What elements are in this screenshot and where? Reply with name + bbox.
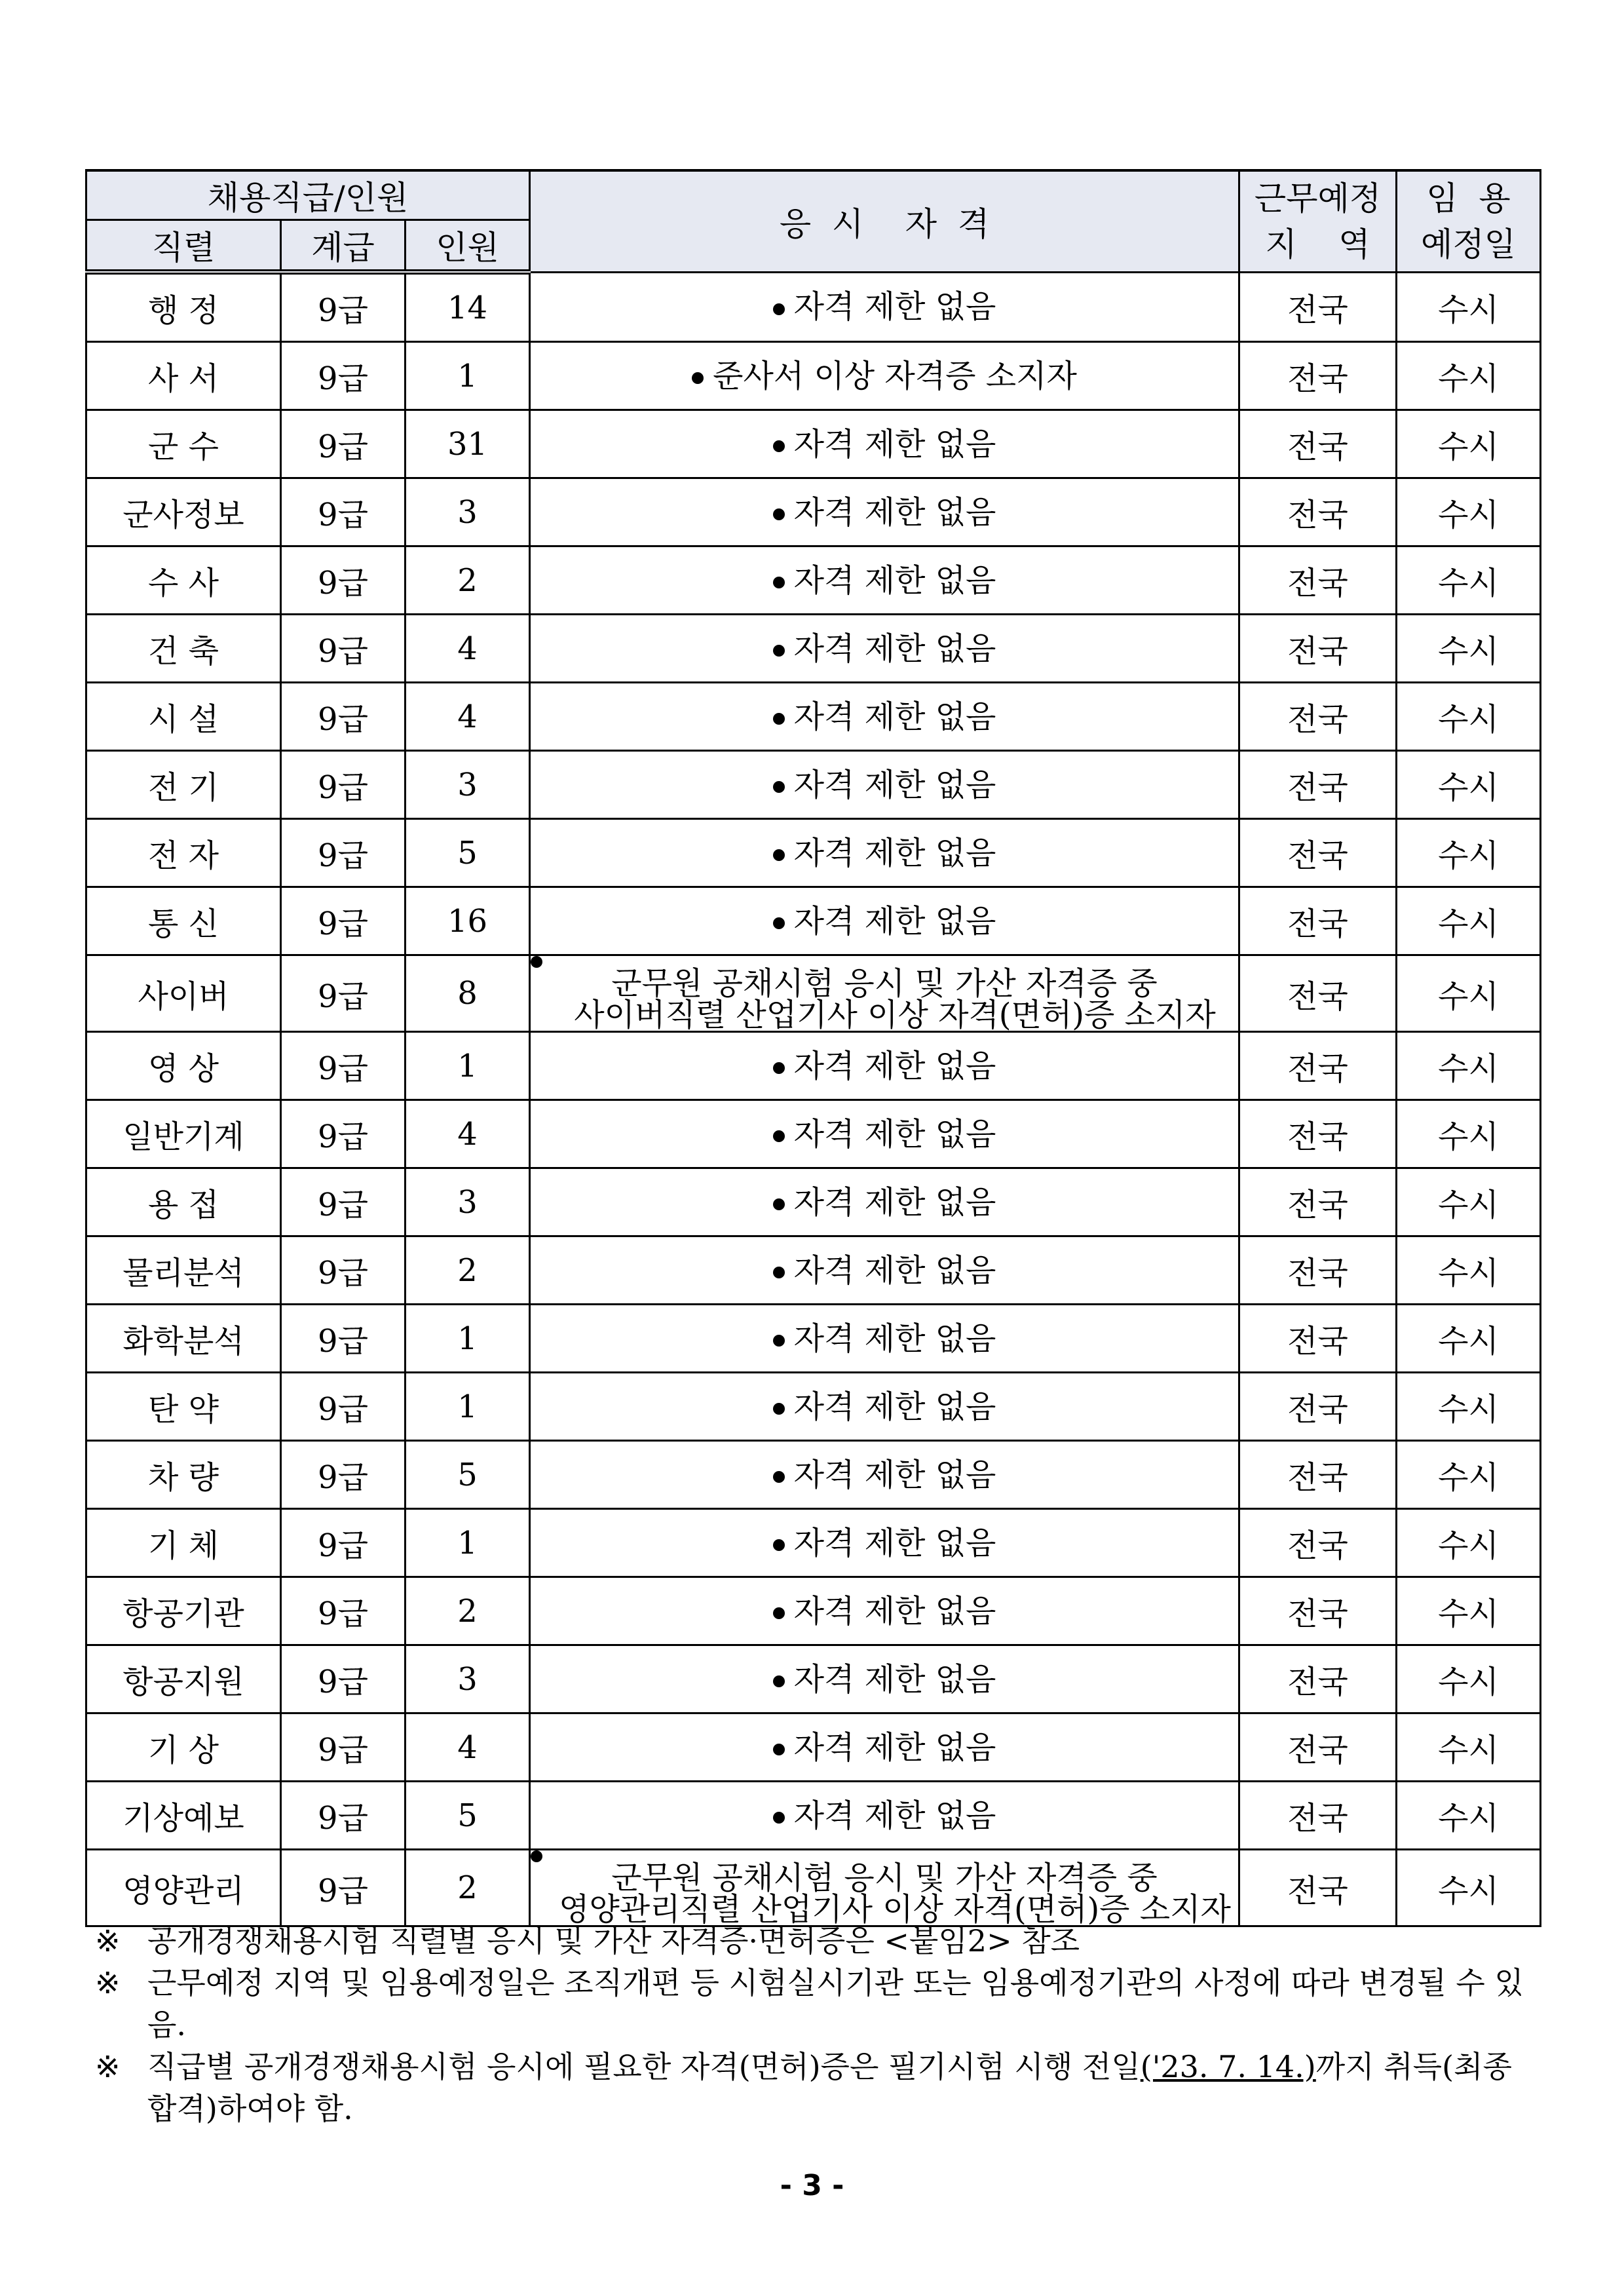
cell-region: 전국: [1239, 751, 1397, 819]
cell-qualification: [530, 1032, 1239, 1100]
bullet-icon: [773, 1539, 785, 1551]
bullet-icon: [773, 440, 785, 452]
cell-grade: 9급: [281, 410, 406, 478]
qualification-text: 자격 제한 없음: [793, 834, 996, 871]
cell-grade: 9급: [281, 1509, 406, 1577]
table-row: [86, 546, 1541, 615]
bullet-icon: [773, 1403, 785, 1415]
cell-region: 전국: [1239, 1373, 1397, 1441]
note-mark: ※: [95, 1965, 121, 2000]
cell-qualification: [530, 683, 1239, 751]
note-3-pre: 직급별 공개경쟁채용시험 응시에 필요한 자격(면허)증은 필기시험 시행 전일: [147, 2049, 1141, 2084]
cell-grade: 9급: [281, 1373, 406, 1441]
bullet-icon: [692, 372, 704, 384]
qualification-text: 사이버직렬 산업기사 이상 자격(면허)증 소지자: [574, 997, 1216, 1033]
cell-count: 5: [406, 819, 530, 887]
recruitment-table: [85, 169, 1541, 1927]
bullet-icon: [773, 1062, 785, 1074]
bullet-icon: [773, 1198, 785, 1210]
cell-job: 용 접: [86, 1168, 281, 1236]
qualification-text: 자격 제한 없음: [793, 1388, 996, 1425]
qualification-text: 자격 제한 없음: [793, 1320, 996, 1357]
cell-count: 2: [406, 1577, 530, 1645]
cell-job: 기 체: [86, 1509, 281, 1577]
cell-grade: 9급: [281, 1100, 406, 1168]
qualification-text: 자격 제한 없음: [793, 1047, 996, 1084]
cell-job: 일반기계: [86, 1100, 281, 1168]
cell-qualification: [530, 410, 1239, 478]
page-number: - 3 -: [780, 2169, 844, 2202]
cell-job: 사 서: [86, 342, 281, 410]
cell-job: 수 사: [86, 546, 281, 615]
cell-job: 차 량: [86, 1441, 281, 1509]
cell-date: 수시: [1397, 1373, 1541, 1441]
cell-count: 2: [406, 1850, 530, 1926]
note-3-date: ('23. 7. 14.): [1140, 2049, 1316, 2084]
cell-count: 1: [406, 1305, 530, 1373]
qualification-line: [531, 1850, 1238, 1894]
cell-region: 전국: [1239, 683, 1397, 751]
cell-grade: 9급: [281, 1168, 406, 1236]
cell-grade: 9급: [281, 887, 406, 955]
table-row: [86, 272, 1541, 342]
table-row: [86, 887, 1541, 955]
cell-job: 기 상: [86, 1713, 281, 1782]
cell-region: 전국: [1239, 1168, 1397, 1236]
cell-count: 4: [406, 1100, 530, 1168]
qualification-text: 자격 제한 없음: [793, 288, 996, 326]
qualification-text: 자격 제한 없음: [793, 493, 996, 531]
bullet-icon: [773, 1130, 785, 1142]
cell-count: 31: [406, 410, 530, 478]
qualification-text: 준사서 이상 자격증 소지자: [713, 357, 1077, 394]
cell-grade: 9급: [281, 683, 406, 751]
cell-region: 전국: [1239, 1782, 1397, 1850]
cell-date: 수시: [1397, 683, 1541, 751]
qualification-text: 자격 제한 없음: [793, 1797, 996, 1834]
cell-job: 기상예보: [86, 1782, 281, 1850]
note-3: [95, 2046, 1536, 2130]
qualification-text: 자격 제한 없음: [793, 630, 996, 667]
cell-job: 항공지원: [86, 1645, 281, 1713]
table-row: [86, 751, 1541, 819]
table-row: [86, 1509, 1541, 1577]
bullet-icon: [773, 645, 785, 657]
cell-count: 1: [406, 342, 530, 410]
qualification-text: 자격 제한 없음: [793, 902, 996, 940]
cell-region: 전국: [1239, 1305, 1397, 1373]
cell-date: 수시: [1397, 1032, 1541, 1100]
cell-count: 3: [406, 1168, 530, 1236]
cell-date: 수시: [1397, 546, 1541, 615]
qualification-text: 자격 제한 없음: [793, 1524, 996, 1561]
header-group: 채용직급/인원: [86, 170, 530, 220]
cell-job: 물리분석: [86, 1236, 281, 1305]
cell-region: 전국: [1239, 1032, 1397, 1100]
qualification-text: 군무원 공채시험 응시 및 가산 자격증 중: [611, 1860, 1158, 1896]
cell-job: 전 자: [86, 819, 281, 887]
cell-date: 수시: [1397, 955, 1541, 1032]
cell-grade: 9급: [281, 1236, 406, 1305]
cell-region: 전국: [1239, 1713, 1397, 1782]
cell-date: 수시: [1397, 1441, 1541, 1509]
cell-date: 수시: [1397, 1168, 1541, 1236]
cell-count: 3: [406, 478, 530, 546]
bullet-icon: [773, 781, 785, 793]
table-row: [86, 342, 1541, 410]
header-region: [1239, 170, 1397, 272]
cell-qualification: [530, 887, 1239, 955]
qualification-text: 자격 제한 없음: [793, 766, 996, 803]
cell-job: 영 상: [86, 1032, 281, 1100]
cell-job: 화학분석: [86, 1305, 281, 1373]
cell-job: 영양관리: [86, 1850, 281, 1926]
cell-region: 전국: [1239, 1645, 1397, 1713]
cell-qualification: [530, 955, 1239, 1032]
cell-grade: 9급: [281, 1645, 406, 1713]
cell-grade: 9급: [281, 546, 406, 615]
header-job: 직렬: [86, 220, 281, 273]
cell-count: 3: [406, 751, 530, 819]
bullet-icon: [773, 1471, 785, 1483]
bullet-icon: [773, 508, 785, 520]
cell-date: 수시: [1397, 1850, 1541, 1926]
cell-region: 전국: [1239, 615, 1397, 683]
cell-region: 전국: [1239, 342, 1397, 410]
cell-grade: 9급: [281, 272, 406, 342]
bullet-icon: [773, 1675, 785, 1687]
cell-qualification: [530, 546, 1239, 615]
bullet-icon: [773, 849, 785, 861]
cell-count: 1: [406, 1509, 530, 1577]
cell-region: 전국: [1239, 1100, 1397, 1168]
table-row: [86, 1441, 1541, 1509]
cell-qualification: [530, 342, 1239, 410]
cell-count: 4: [406, 683, 530, 751]
cell-date: 수시: [1397, 819, 1541, 887]
bullet-icon: [773, 1335, 785, 1347]
qualification-text: 자격 제한 없음: [793, 1183, 996, 1221]
bullet-icon: [773, 577, 785, 588]
cell-qualification: [530, 615, 1239, 683]
cell-qualification: [530, 1782, 1239, 1850]
cell-qualification: [530, 1441, 1239, 1509]
cell-qualification: [530, 1100, 1239, 1168]
cell-date: 수시: [1397, 1509, 1541, 1577]
cell-region: 전국: [1239, 546, 1397, 615]
cell-region: 전국: [1239, 887, 1397, 955]
cell-grade: 9급: [281, 1782, 406, 1850]
cell-qualification: [530, 1168, 1239, 1236]
header-count: 인원: [406, 220, 530, 273]
qualification-text: 자격 제한 없음: [793, 1252, 996, 1289]
cell-job: 행 정: [86, 272, 281, 342]
cell-grade: 9급: [281, 819, 406, 887]
header-grade: 계급: [281, 220, 406, 273]
table-row: [86, 1850, 1541, 1926]
cell-grade: 9급: [281, 1577, 406, 1645]
qualification-text: 영양관리직렬 산업기사 이상 자격(면허)증 소지자: [559, 1891, 1231, 1928]
note-mark: ※: [95, 2049, 121, 2084]
header-region-line2: 지 역: [1265, 225, 1370, 263]
cell-count: 5: [406, 1441, 530, 1509]
header-date-line1: 임 용: [1426, 179, 1511, 218]
cell-date: 수시: [1397, 751, 1541, 819]
note-3-post: 까지 취득(최종합격)하여야 함.: [147, 2049, 1512, 2126]
cell-qualification: [530, 272, 1239, 342]
cell-region: 전국: [1239, 819, 1397, 887]
cell-job: 전 기: [86, 751, 281, 819]
cell-date: 수시: [1397, 478, 1541, 546]
header-qualification: 응 시 자 격: [530, 170, 1239, 272]
table-row: [86, 1577, 1541, 1645]
cell-job: 통 신: [86, 887, 281, 955]
table-row: [86, 1305, 1541, 1373]
table-row: [86, 1713, 1541, 1782]
bullet-icon: [531, 1850, 542, 1862]
header-region-line1: 근무예정: [1254, 179, 1382, 218]
cell-region: 전국: [1239, 1850, 1397, 1926]
cell-count: 3: [406, 1645, 530, 1713]
cell-count: 8: [406, 955, 530, 1032]
cell-grade: 9급: [281, 1850, 406, 1926]
cell-job: 사이버: [86, 955, 281, 1032]
cell-region: 전국: [1239, 1236, 1397, 1305]
table-row: [86, 1032, 1541, 1100]
table-row: [86, 615, 1541, 683]
notes: [95, 1920, 1536, 2130]
table-row: [86, 1100, 1541, 1168]
cell-qualification: [530, 1850, 1239, 1926]
cell-job: 군사정보: [86, 478, 281, 546]
qualification-line: [531, 956, 1238, 1002]
table-row: [86, 1168, 1541, 1236]
cell-job: 항공기관: [86, 1577, 281, 1645]
qualification-text: 자격 제한 없음: [793, 1660, 996, 1698]
note-text: 공개경쟁채용시험 직렬별 응시 및 가산 자격증·면허증은 <붙임2> 참조: [147, 1923, 1080, 1959]
cell-grade: 9급: [281, 751, 406, 819]
bullet-icon: [773, 303, 785, 315]
table-row: [86, 683, 1541, 751]
table-row: [86, 1236, 1541, 1305]
note-text: [147, 2046, 1536, 2130]
cell-job: 건 축: [86, 615, 281, 683]
cell-qualification: [530, 1509, 1239, 1577]
cell-region: 전국: [1239, 272, 1397, 342]
bullet-icon: [773, 1607, 785, 1619]
table-row: [86, 478, 1541, 546]
cell-region: 전국: [1239, 478, 1397, 546]
cell-grade: 9급: [281, 1441, 406, 1509]
cell-date: 수시: [1397, 272, 1541, 342]
table-row: [86, 410, 1541, 478]
cell-date: 수시: [1397, 1577, 1541, 1645]
cell-count: 1: [406, 1373, 530, 1441]
table-row: [86, 1645, 1541, 1713]
cell-count: 16: [406, 887, 530, 955]
table-row: [86, 1373, 1541, 1441]
bullet-icon: [531, 956, 542, 968]
cell-date: 수시: [1397, 615, 1541, 683]
note-2: [95, 1962, 1536, 2046]
qualification-text: 자격 제한 없음: [793, 562, 996, 599]
cell-region: 전국: [1239, 1509, 1397, 1577]
cell-grade: 9급: [281, 1032, 406, 1100]
cell-date: 수시: [1397, 1236, 1541, 1305]
qualification-text: 자격 제한 없음: [793, 1729, 996, 1766]
bullet-icon: [773, 1744, 785, 1755]
table-body: [86, 272, 1541, 1926]
bullet-icon: [773, 1812, 785, 1824]
qualification-line: [531, 999, 1238, 1031]
bullet-icon: [773, 917, 785, 929]
cell-qualification: [530, 819, 1239, 887]
header-date-line2: 예정일: [1421, 225, 1516, 263]
cell-date: 수시: [1397, 342, 1541, 410]
cell-count: 2: [406, 1236, 530, 1305]
cell-date: 수시: [1397, 1305, 1541, 1373]
bullet-icon: [773, 713, 785, 725]
cell-grade: 9급: [281, 1713, 406, 1782]
cell-grade: 9급: [281, 955, 406, 1032]
cell-job: 시 설: [86, 683, 281, 751]
cell-qualification: [530, 1373, 1239, 1441]
table-row: [86, 1782, 1541, 1850]
cell-qualification: [530, 1713, 1239, 1782]
qualification-text: 군무원 공채시험 응시 및 가산 자격증 중: [611, 965, 1158, 1002]
qualification-text: 자격 제한 없음: [793, 698, 996, 735]
qualification-text: 자격 제한 없음: [793, 425, 996, 463]
cell-qualification: [530, 1645, 1239, 1713]
cell-grade: 9급: [281, 615, 406, 683]
cell-grade: 9급: [281, 478, 406, 546]
cell-qualification: [530, 1236, 1239, 1305]
cell-qualification: [530, 1305, 1239, 1373]
cell-count: 5: [406, 1782, 530, 1850]
cell-job: 탄 약: [86, 1373, 281, 1441]
header-date: [1397, 170, 1541, 272]
cell-region: 전국: [1239, 410, 1397, 478]
note-1: [95, 1920, 1536, 1962]
cell-count: 4: [406, 615, 530, 683]
cell-count: 4: [406, 1713, 530, 1782]
qualification-text: 자격 제한 없음: [793, 1456, 996, 1493]
qualification-text: 자격 제한 없음: [793, 1115, 996, 1153]
cell-count: 14: [406, 272, 530, 342]
cell-qualification: [530, 478, 1239, 546]
cell-count: 1: [406, 1032, 530, 1100]
bullet-icon: [773, 1267, 785, 1278]
cell-date: 수시: [1397, 1100, 1541, 1168]
cell-job: 군 수: [86, 410, 281, 478]
cell-qualification: [530, 751, 1239, 819]
cell-date: 수시: [1397, 410, 1541, 478]
cell-qualification: [530, 1577, 1239, 1645]
cell-grade: 9급: [281, 342, 406, 410]
cell-date: 수시: [1397, 887, 1541, 955]
cell-region: 전국: [1239, 955, 1397, 1032]
cell-date: 수시: [1397, 1713, 1541, 1782]
cell-date: 수시: [1397, 1782, 1541, 1850]
table-row: [86, 819, 1541, 887]
cell-date: 수시: [1397, 1645, 1541, 1713]
qualification-text: 자격 제한 없음: [793, 1592, 996, 1630]
note-mark: ※: [95, 1923, 121, 1959]
cell-grade: 9급: [281, 1305, 406, 1373]
cell-count: 2: [406, 546, 530, 615]
note-text: 근무예정 지역 및 임용예정일은 조직개편 등 시험실시기관 또는 임용예정기관의 사정에 따라 변경될 수 있음.: [147, 1965, 1524, 2042]
cell-region: 전국: [1239, 1441, 1397, 1509]
cell-region: 전국: [1239, 1577, 1397, 1645]
table-row: [86, 955, 1541, 1032]
